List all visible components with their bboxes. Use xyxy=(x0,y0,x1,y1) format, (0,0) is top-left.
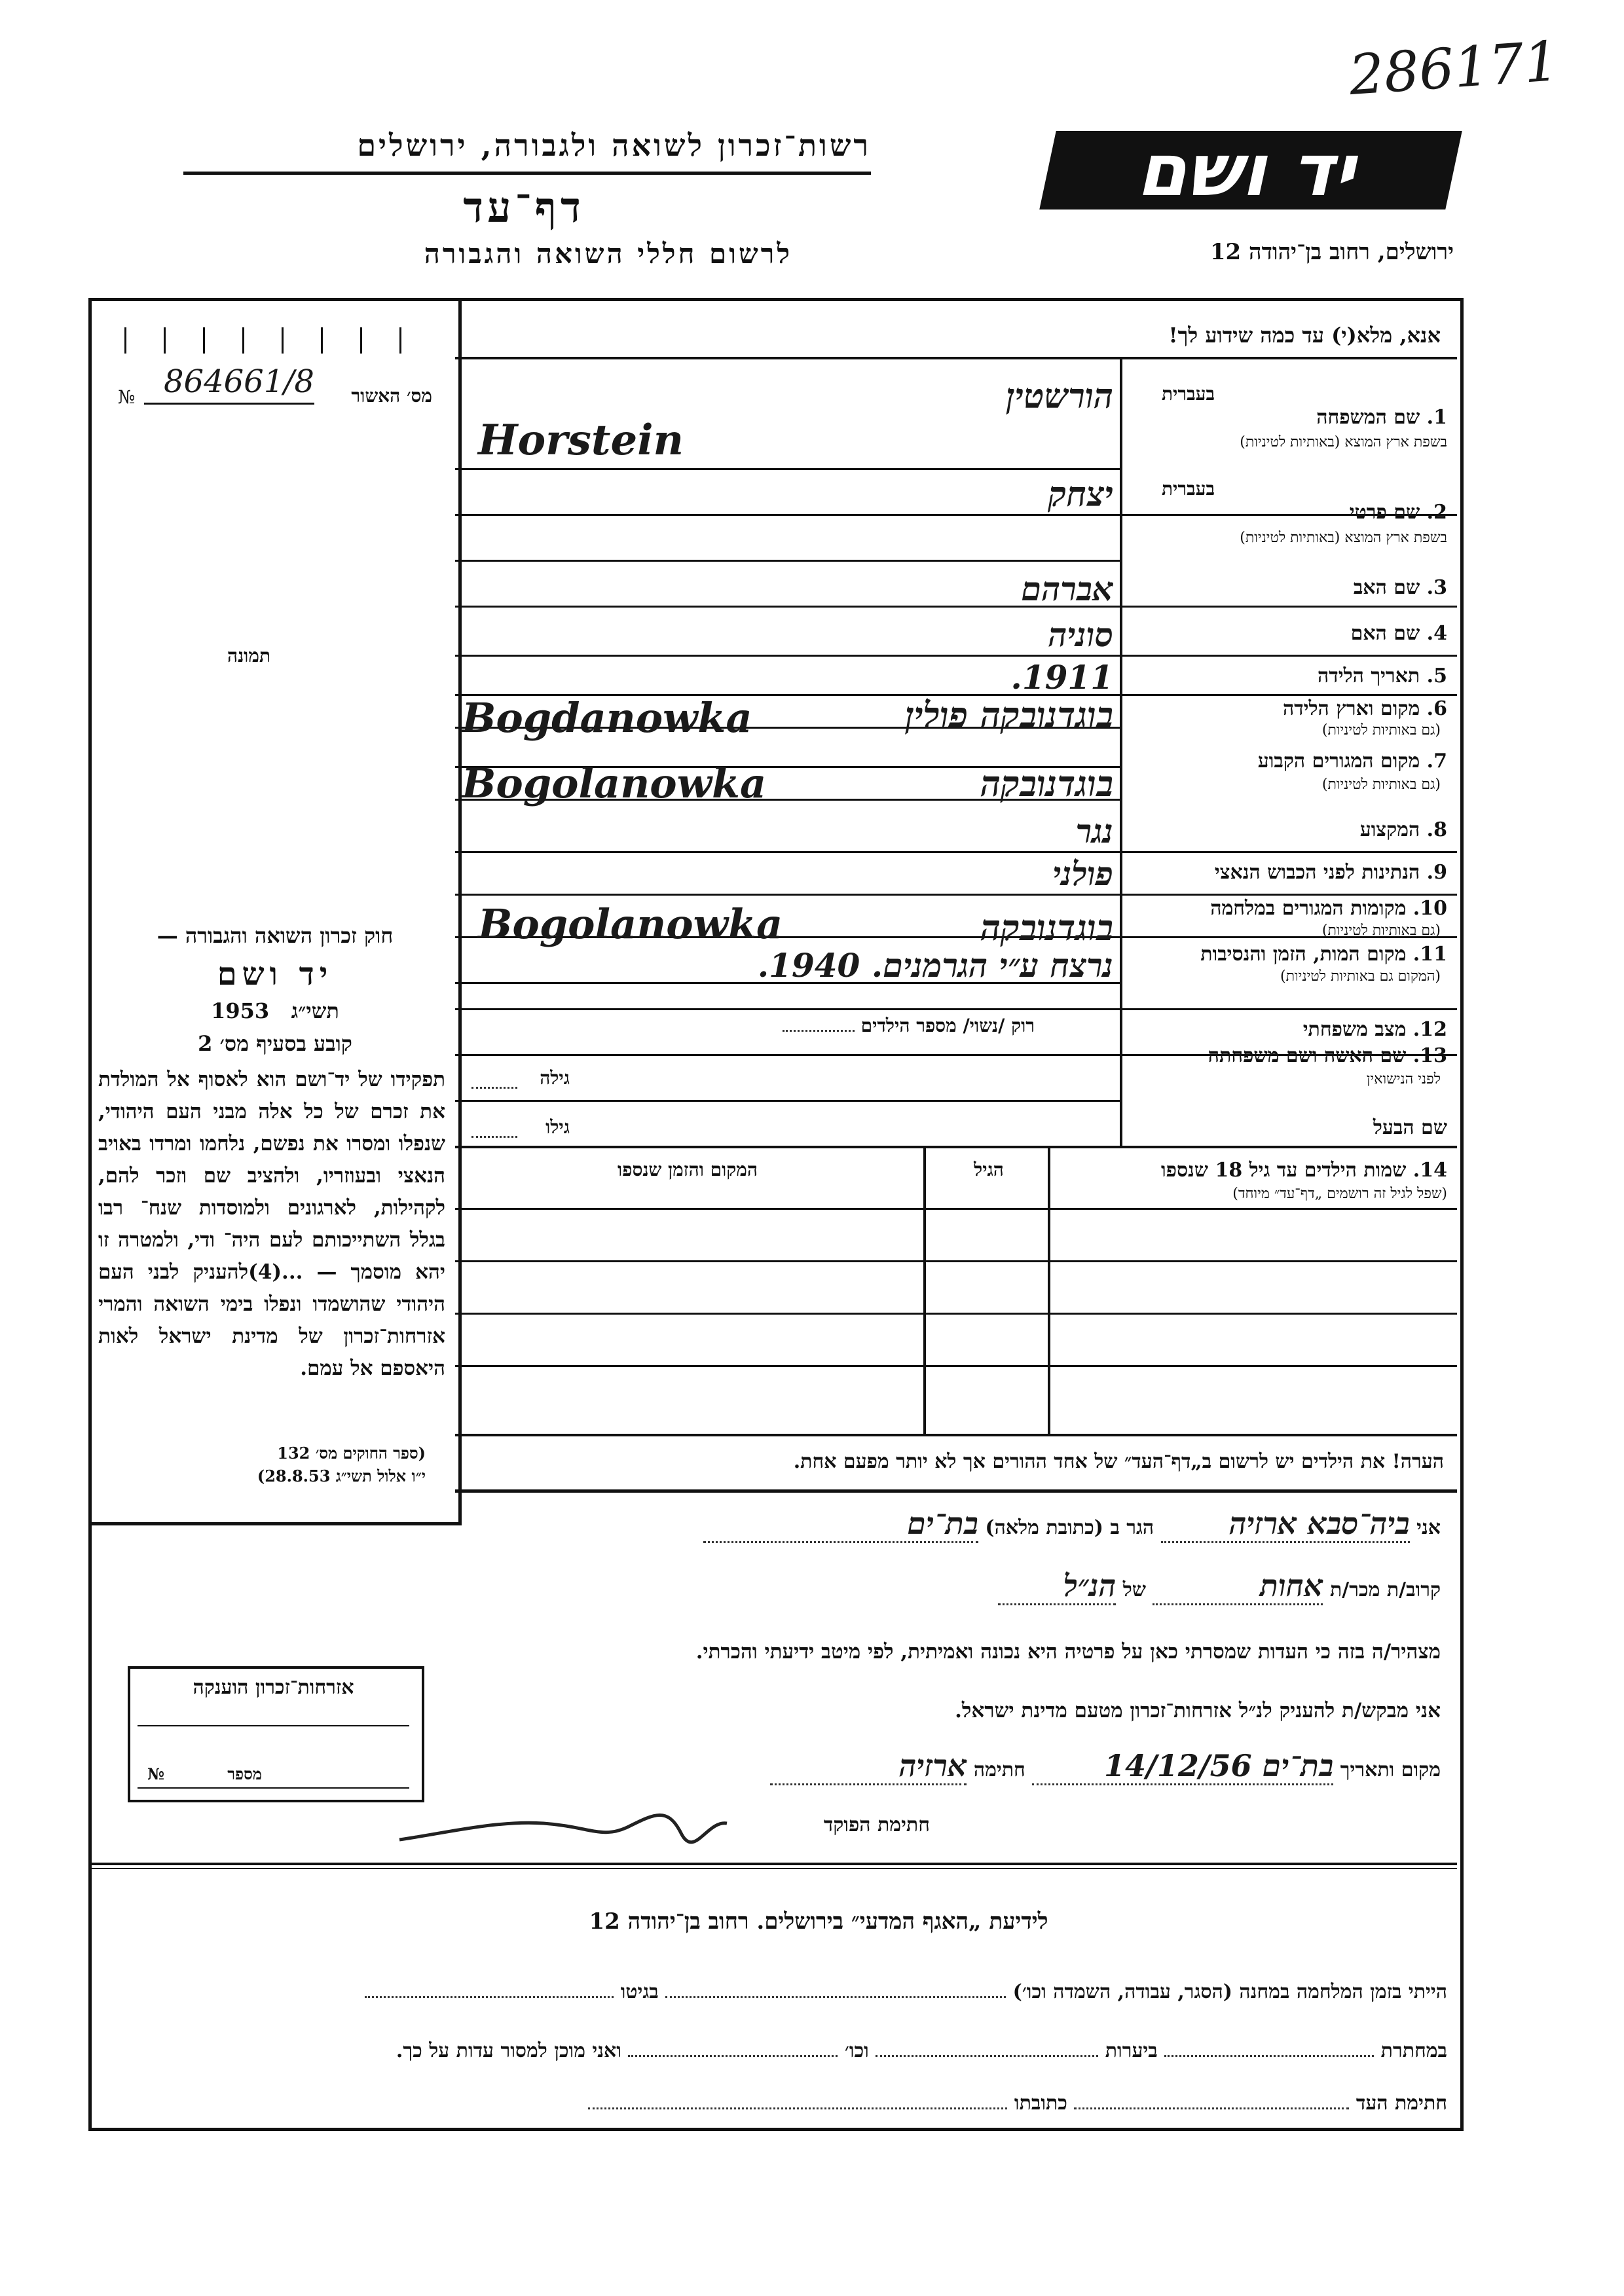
field-12-label: 12. מצב משפחתי xyxy=(1302,1018,1447,1041)
authority-name: רשות־זכרון לשואה ולגבורה, ירושלים xyxy=(357,128,871,163)
field-10-hebrew: בוגדנובקה xyxy=(980,907,1113,949)
photo-label: תמונה xyxy=(227,645,271,666)
bottom-ready: ואני מוכן למסור עדות על כך. xyxy=(396,2039,621,2062)
bottom-line-1 xyxy=(105,1980,1447,2003)
field-6-latin: Bogdanowka xyxy=(462,694,752,742)
bottom-line-3 xyxy=(105,2092,1447,2115)
children-col-place: המקום והזמן שנספו xyxy=(618,1159,758,1180)
declarant-line-1 xyxy=(471,1506,1441,1543)
note-rule xyxy=(455,1489,1457,1493)
field-11-sub: (המקום גם באותיות לטיניות) xyxy=(1280,968,1441,985)
field-7-hebrew: בוגדנובקה xyxy=(980,763,1113,805)
approval-number: 864661/8 xyxy=(164,363,314,400)
law-gazette: (ספר החוקים מס׳ 132 xyxy=(277,1444,426,1463)
yad-vashem-logo: יד ושם xyxy=(1039,131,1462,210)
bottom-camp-text: הייתי בזמן המלחמה במחנה (הסגר, עבודה, השמדה וכו׳) xyxy=(1012,1980,1447,2003)
field-7-sub: (גם באותיות לטיניות) xyxy=(1321,776,1441,793)
field-8-label: 8. המקצוע xyxy=(1359,818,1447,841)
declarant-line-2 xyxy=(655,1568,1441,1605)
children-note: הערה! את הילדים יש לרשום ב„דף־העד״ של אחד ההורים אך לא יותר מפעם אחת. xyxy=(793,1450,1444,1473)
instruction: אנא, מלא(י) עד כמה שידוע לך! xyxy=(1168,323,1441,348)
field-13-label: 13. שם האשה ושם משפחתה xyxy=(1208,1044,1447,1067)
witness-address-label: כתובתו xyxy=(1014,2092,1067,2115)
header-address: ירושלים, רחוב בן־יהודה 12 xyxy=(1209,239,1454,265)
witness-address-blank xyxy=(588,2107,1007,2109)
field-1-sub: בשפת ארץ המוצא (באותיות לטיניות) xyxy=(1240,434,1447,450)
field-2-hebrew: יצחק xyxy=(1048,475,1113,515)
of-value: הנ״ל xyxy=(998,1568,1116,1605)
field-12-options-text: רוק /נשוי/ מספר הילדים xyxy=(860,1015,1035,1036)
approval-no-label: № xyxy=(118,386,136,408)
field-4-label: 4. שם האם xyxy=(1350,622,1447,645)
law-text: תפקידו של יד־ושם הוא לאסוף אל המולדת את זכרם של כל אלה מבני העם היהודי, שנפלו ומסרו את נפשם, נלחמו ומרדו באויב הנאצי ובעוזריו, ולהציב שם וזכר להם, לקהילות, לארגונים ולמוסדות שנח־ רבו בגלל השתייכותם לעם היה־ ודי, ולמטרה זו יהא מוסמך — ...(4)להעניק לבני העם היהודי שהושמדו ונפלו בימי השואה והמרי אזרחות־זכרון של מדינת ישראל לאות היאספם אל עמם. xyxy=(98,1068,445,1380)
bottom-etc: וכו׳ xyxy=(844,2039,869,2062)
field-2-label: 2. שם פרטי xyxy=(1349,501,1447,524)
request-text: אני מבקש/ת להעניק לנ״ל אזרחות־זכרון מטעם מדינת ישראל. xyxy=(955,1699,1441,1722)
children-col-names-sub: (שפל לגיל זה רושמים „דף־עד״ מיוחד) xyxy=(1232,1186,1447,1202)
field-9-value: פולני xyxy=(1052,854,1113,893)
place-date-label: מקום ותאריך xyxy=(1340,1758,1441,1781)
field-10-label: 10. מקומות המגורים במלחמה xyxy=(1210,897,1447,920)
field-10-latin: Bogolanowka xyxy=(478,900,783,948)
bottom-forests: ביערות xyxy=(1105,2039,1158,2062)
wife-age-label: גילה xyxy=(540,1067,570,1089)
place-date-value: בת־ים 14/12/56 xyxy=(1032,1748,1333,1785)
declarant-prefix: אני xyxy=(1416,1516,1441,1539)
citizenship-rule-1 xyxy=(138,1725,409,1726)
form-title: דף־עד xyxy=(463,183,585,232)
field-2-sub: בשפת ארץ המוצא (באותיות לטיניות) xyxy=(1240,530,1447,546)
field-2-in-hebrew: בעברית xyxy=(1161,478,1215,500)
bottom-title: לידיעת „האגף המדעי״ בירושלים. רחוב בן־יהודה 12 xyxy=(589,1908,1048,1935)
declaration-text: מצהיר/ה בזה כי העדות שמסרתי כאן על פרטיה היא נכונה ואמיתית, לפי מיטב ידיעתי והכרתי. xyxy=(695,1640,1441,1664)
bottom-underground-blank xyxy=(1164,2055,1374,2057)
field-5-label: 5. תאריך הלידה xyxy=(1318,665,1447,687)
field-3-label: 3. שם האב xyxy=(1353,576,1447,599)
wife-age-blank xyxy=(471,1087,517,1089)
law-gazette-date: י״ו אלול תשי״ג 28.8.53) xyxy=(257,1467,426,1485)
field-7-label: 7. מקום המגורים הקבוע xyxy=(1257,750,1447,773)
bottom-forests-blank xyxy=(876,2055,1098,2057)
citizenship-number-label: מספר xyxy=(227,1764,262,1783)
citizenship-title: אזרחות־זכרון הוענקה xyxy=(193,1676,354,1699)
field-11-label: 11. מקום המות, הזמן והנסיבות xyxy=(1200,943,1447,966)
form-subtitle: לרשום חללי השואה והגבורה xyxy=(424,238,792,270)
children-col-age: הגיל xyxy=(974,1159,1004,1180)
bottom-camp-blank xyxy=(665,1996,1006,1998)
law-section: קובע בסעיף מס׳ 2 xyxy=(198,1031,352,1056)
officer-signature xyxy=(393,1794,733,1853)
declarant-name: ביה־סבא ארזיה xyxy=(1161,1506,1410,1543)
bottom-underground: במחתרת xyxy=(1380,2039,1447,2062)
approval-label: מס׳ האשור xyxy=(351,385,432,407)
field-1-latin: Horstein xyxy=(478,416,684,465)
approval-ticks xyxy=(98,327,445,354)
field-12-options xyxy=(655,1015,1035,1037)
field-9-label: 9. הנתינות לפני הכבוש הנאצי xyxy=(1214,861,1447,884)
declarant-resides-label: הגר ב (כתובת מלאה) xyxy=(985,1516,1154,1539)
law-year: 1953 xyxy=(211,998,270,1023)
field-10-sub: (גם באותיות לטיניות) xyxy=(1321,922,1441,939)
law-title: חוק זכרון השואה והגבורה — xyxy=(157,923,394,948)
law-year-row xyxy=(105,998,445,1023)
field-6-hebrew: בוגדנובקה פולין xyxy=(904,694,1113,736)
citizenship-no-label: № xyxy=(147,1764,165,1783)
relation-value: אחות xyxy=(1153,1568,1323,1605)
signature-value: ארזיה xyxy=(770,1748,967,1785)
declarant-line-5 xyxy=(458,1748,1441,1785)
field-5-value: 1911. xyxy=(1010,658,1113,697)
field-6-sub: (גם באותיות לטיניות) xyxy=(1321,722,1441,738)
field-1-hebrew: הורשטין xyxy=(1006,376,1113,416)
witness-signature-label: חתימת העד xyxy=(1356,2092,1447,2115)
bottom-rule-2 xyxy=(88,1868,1457,1869)
citizenship-rule-2 xyxy=(138,1787,409,1789)
signature-label: חתימה xyxy=(973,1758,1025,1781)
husband-label: שם הבעל xyxy=(1373,1116,1447,1139)
field-7-latin: Bogolanowka xyxy=(462,759,767,807)
law-name: יד ושם xyxy=(217,956,333,993)
field-8-value: נגר xyxy=(1075,812,1113,850)
law-year-heb: תשי״ג xyxy=(291,998,339,1023)
field-3-value: אברהם xyxy=(1021,570,1113,608)
field-11-value: נרצח ע״י הגרמנים. 1940. xyxy=(757,946,1113,985)
relation-label: קרוב/ת מכר/ת xyxy=(1329,1578,1441,1601)
declarant-address: בת־ים xyxy=(703,1506,978,1543)
field-1-label: 1. שם המשפחה xyxy=(1316,406,1447,429)
husband-age-blank xyxy=(471,1136,517,1138)
bottom-line-2 xyxy=(105,2039,1447,2062)
page-number: 286171 xyxy=(1346,28,1561,108)
field-1-in-hebrew: בעברית xyxy=(1161,383,1215,405)
bottom-etc-blank xyxy=(628,2055,838,2057)
field-4-value: סוניה xyxy=(1048,615,1113,654)
children-count-blank xyxy=(783,1030,855,1032)
bottom-ghetto: בגיטו xyxy=(620,1980,659,2003)
of-label: של xyxy=(1122,1578,1147,1601)
husband-age-label: גילו xyxy=(545,1116,570,1138)
field-13-sub: לפני הנישואין xyxy=(1366,1071,1441,1087)
bottom-rule xyxy=(88,1863,1457,1865)
children-col-names: 14. שמות הילדים עד גיל 18 שנספו xyxy=(1160,1159,1447,1182)
officer-signature-label: חתימת הפוקד xyxy=(823,1813,930,1836)
field-6-label: 6. מקום וארץ הלידה xyxy=(1282,697,1447,720)
bottom-ghetto-blank xyxy=(365,1996,614,1998)
approval-line xyxy=(144,403,314,405)
witness-signature-blank xyxy=(1074,2107,1349,2109)
